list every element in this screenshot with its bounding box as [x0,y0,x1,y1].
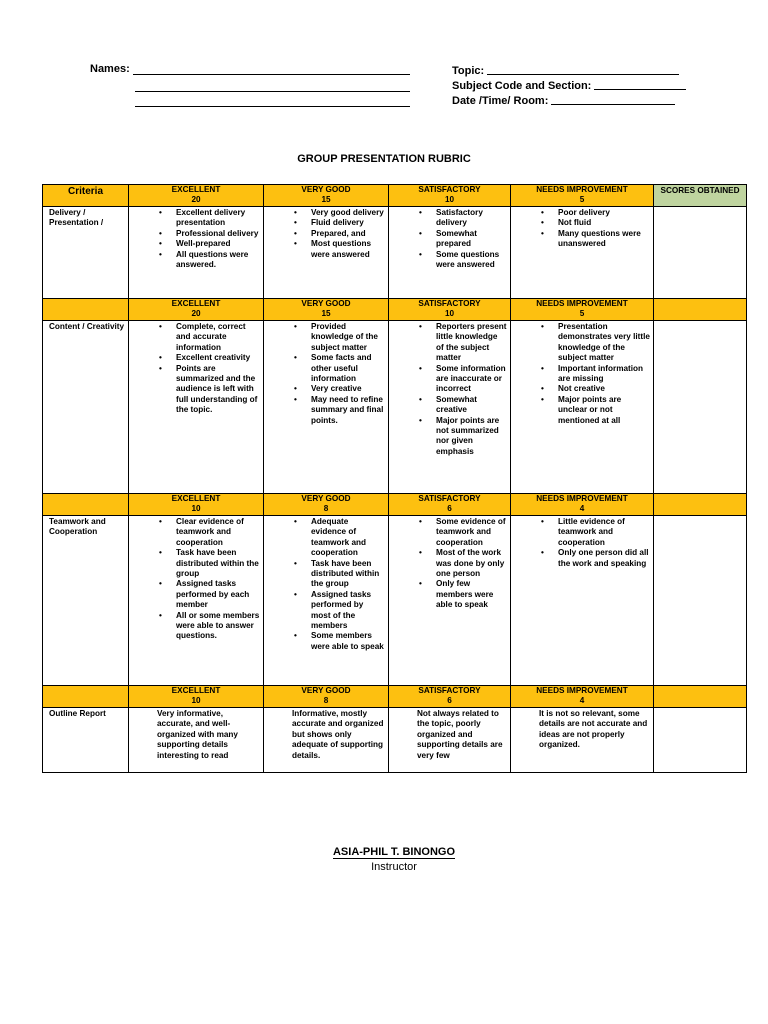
blank-header-cell [654,494,747,516]
level-header [264,299,389,321]
descriptor-cell [129,207,264,299]
descriptor-cell [264,207,389,299]
level-name: SATISFACTORY [418,185,481,194]
level-name: NEEDS IMPROVEMENT [536,299,628,308]
descriptor-list [416,517,507,611]
level-name: SATISFACTORY [418,686,481,695]
subject-row [452,78,686,92]
level-header [389,299,511,321]
descriptor-item: • Only few members were able to speak [416,579,507,610]
descriptor-item: • Somewhat creative [416,395,507,416]
descriptor-item: • Most questions were answered [291,239,385,260]
level-header [129,185,264,207]
level-name: EXCELLENT [171,686,221,695]
level-header [129,494,264,516]
criterion-row [43,321,747,494]
blank-header-cell [43,686,129,708]
descriptor-item: • All questions were answered. [156,250,260,271]
level-points: 10 [191,504,201,513]
descriptor-item: • Not creative [538,384,650,394]
instructor-role: Instructor [371,861,417,873]
descriptor-item: • Some information are inaccurate or incorrect [416,364,507,395]
descriptor-list [538,208,650,250]
descriptor-cell [264,516,389,686]
descriptor-item: • Adequate evidence of teamwork and cooperation [291,517,385,559]
topic-row [452,63,679,77]
descriptor-item: • Professional delivery [156,229,260,239]
level-header [389,494,511,516]
descriptor-item: • Major points are unclear or not mentioned at all [538,395,650,426]
criterion-label: Content / Creativity [43,321,129,494]
criterion-row [43,207,747,299]
descriptor-cell [511,321,654,494]
level-header [511,494,654,516]
level-points: 8 [323,504,329,513]
descriptor-item: • Task have been distributed within the group [291,559,385,590]
descriptor-cell [389,516,511,686]
descriptor-item: • Assigned tasks performed by each member [156,579,260,610]
level-name: VERY GOOD [301,494,351,503]
criterion-label: Delivery / Presentation / [43,207,129,299]
blank-header-cell [654,686,747,708]
level-points: 8 [323,696,329,705]
criterion-row [43,708,747,773]
level-name: SATISFACTORY [418,494,481,503]
descriptor-list [291,322,385,426]
level-points: 5 [579,309,585,318]
level-header-row [43,686,747,708]
descriptor-text: Very informative, accurate, and well-organized with many supporting details interesting to read [157,709,238,760]
descriptor-cell [129,516,264,686]
level-name: NEEDS IMPROVEMENT [536,185,628,194]
blank-header-cell [43,494,129,516]
date-line[interactable] [551,93,675,105]
level-header [511,185,654,207]
descriptor-item: • Some questions were answered [416,250,507,271]
level-header [129,299,264,321]
descriptor-item: • Well-prepared [156,239,260,249]
level-header [129,686,264,708]
descriptor-item: • Assigned tasks performed by most of the members [291,590,385,632]
descriptor-list [538,517,650,569]
descriptor-item: • All or some members were able to answer questions. [156,611,260,642]
level-name: EXCELLENT [171,299,221,308]
topic-line[interactable] [487,63,679,75]
rubric-table [42,184,747,773]
level-points: 15 [321,309,331,318]
instructor-name: ASIA-PHIL T. BINONGO [332,846,456,858]
criterion-label: Outline Report [43,708,129,773]
level-points: 20 [191,195,201,204]
descriptor-item: • Poor delivery [538,208,650,218]
level-points: 6 [447,696,452,705]
descriptor-item: • Major points are not summarized nor given emphasis [416,416,507,458]
criterion-label: Teamwork and Cooperation [43,516,129,686]
descriptor-list [538,322,650,426]
names-label: Names: [90,63,130,75]
level-name: VERY GOOD [301,299,351,308]
subject-line[interactable] [594,78,686,90]
level-header [264,185,389,207]
level-points: 15 [321,195,331,204]
page-title: GROUP PRESENTATION RUBRIC [297,153,471,165]
level-header [264,494,389,516]
descriptor-item: • Somewhat prepared [416,229,507,250]
descriptor-item: • Some members were able to speak [291,631,385,652]
blank-header-cell [654,299,747,321]
descriptor-cell [511,516,654,686]
descriptor-item: • Not fluid [538,218,650,228]
level-header [389,185,511,207]
descriptor-item: • Satisfactory delivery [416,208,507,229]
descriptor-cell [389,321,511,494]
descriptor-item: • Very creative [291,384,385,394]
descriptor-item: • Presentation demonstrates very little knowledge of the subject matter [538,322,650,364]
descriptor-item: • Only one person did all the work and speaking [538,548,650,569]
descriptor-text: It is not so relevant, some details are not accurate and ideas are not properly organized. [539,709,648,750]
level-points: 6 [447,504,452,513]
level-points: 10 [444,195,455,204]
level-points: 5 [579,195,585,204]
descriptor-list [416,208,507,270]
criterion-row [43,516,747,686]
descriptor-list [156,517,260,642]
descriptor-item: • Points are summarized and the audience is left with full understanding of the topic. [156,364,260,416]
scores-header: SCORES OBTAINED [654,185,747,207]
level-header [511,686,654,708]
descriptor-cell [129,708,264,773]
level-header-row [43,494,747,516]
level-header [389,686,511,708]
descriptor-item: • Complete, correct and accurate information [156,322,260,353]
score-input-cell[interactable] [654,321,747,494]
descriptor-item: • Some facts and other useful information [291,353,385,384]
descriptor-item: • Many questions were unanswered [538,229,650,250]
descriptor-item: • Provided knowledge of the subject matter [291,322,385,353]
level-points: 10 [191,696,201,705]
descriptor-item: • Very good delivery [291,208,385,218]
names-line-2[interactable] [135,80,410,92]
level-name: VERY GOOD [301,185,351,194]
level-name: NEEDS IMPROVEMENT [536,494,628,503]
level-name: VERY GOOD [301,686,351,695]
level-header-row [43,185,747,207]
names-line-1[interactable] [133,63,410,75]
names-line-3[interactable] [135,95,410,107]
descriptor-item: • Most of the work was done by only one person [416,548,507,579]
descriptor-item: • Little evidence of teamwork and cooperation [538,517,650,548]
criteria-header: Criteria [43,185,129,207]
level-name: NEEDS IMPROVEMENT [536,686,628,695]
descriptor-item: • Excellent delivery presentation [156,208,260,229]
descriptor-item: • Some evidence of teamwork and cooperation [416,517,507,548]
date-row [452,93,675,107]
descriptor-text: Not always related to the topic, poorly organized and supporting details are very few [417,709,503,760]
level-points: 20 [191,309,201,318]
descriptor-item: • Task have been distributed within the group [156,548,260,579]
descriptor-list [291,208,385,260]
descriptor-cell [389,207,511,299]
topic-label: Topic: [452,65,485,77]
descriptor-item: • Excellent creativity [156,353,260,363]
descriptor-cell [129,321,264,494]
descriptor-list [291,517,385,652]
descriptor-cell [264,708,389,773]
score-input-cell[interactable] [654,207,747,299]
descriptor-item: • Clear evidence of teamwork and cooperation [156,517,260,548]
descriptor-list [156,208,260,270]
descriptor-item: • Prepared, and [291,229,385,239]
descriptor-text: Informative, mostly accurate and organized but shows only adequate of supporting details. [292,709,384,760]
subject-label: Subject Code and Section: [452,80,592,92]
descriptor-cell [511,207,654,299]
level-points: 4 [579,504,585,513]
descriptor-list [416,322,507,457]
descriptor-item: • Fluid delivery [291,218,385,228]
date-label: Date /Time/ Room: [452,95,549,107]
descriptor-item: • May need to refine summary and final points. [291,395,385,426]
descriptor-cell [389,708,511,773]
descriptor-list [156,322,260,416]
score-input-cell[interactable] [654,516,747,686]
level-points: 4 [579,696,585,705]
descriptor-cell [264,321,389,494]
descriptor-item: • Reporters present little knowledge of the subject matter [416,322,507,364]
level-name: SATISFACTORY [418,299,481,308]
level-name: EXCELLENT [171,494,221,503]
score-input-cell[interactable] [654,708,747,773]
level-name: EXCELLENT [171,185,221,194]
level-header-row [43,299,747,321]
level-header [511,299,654,321]
blank-header-cell [43,299,129,321]
level-header [264,686,389,708]
descriptor-cell [511,708,654,773]
level-points: 10 [444,309,455,318]
descriptor-item: • Important information are missing [538,364,650,385]
